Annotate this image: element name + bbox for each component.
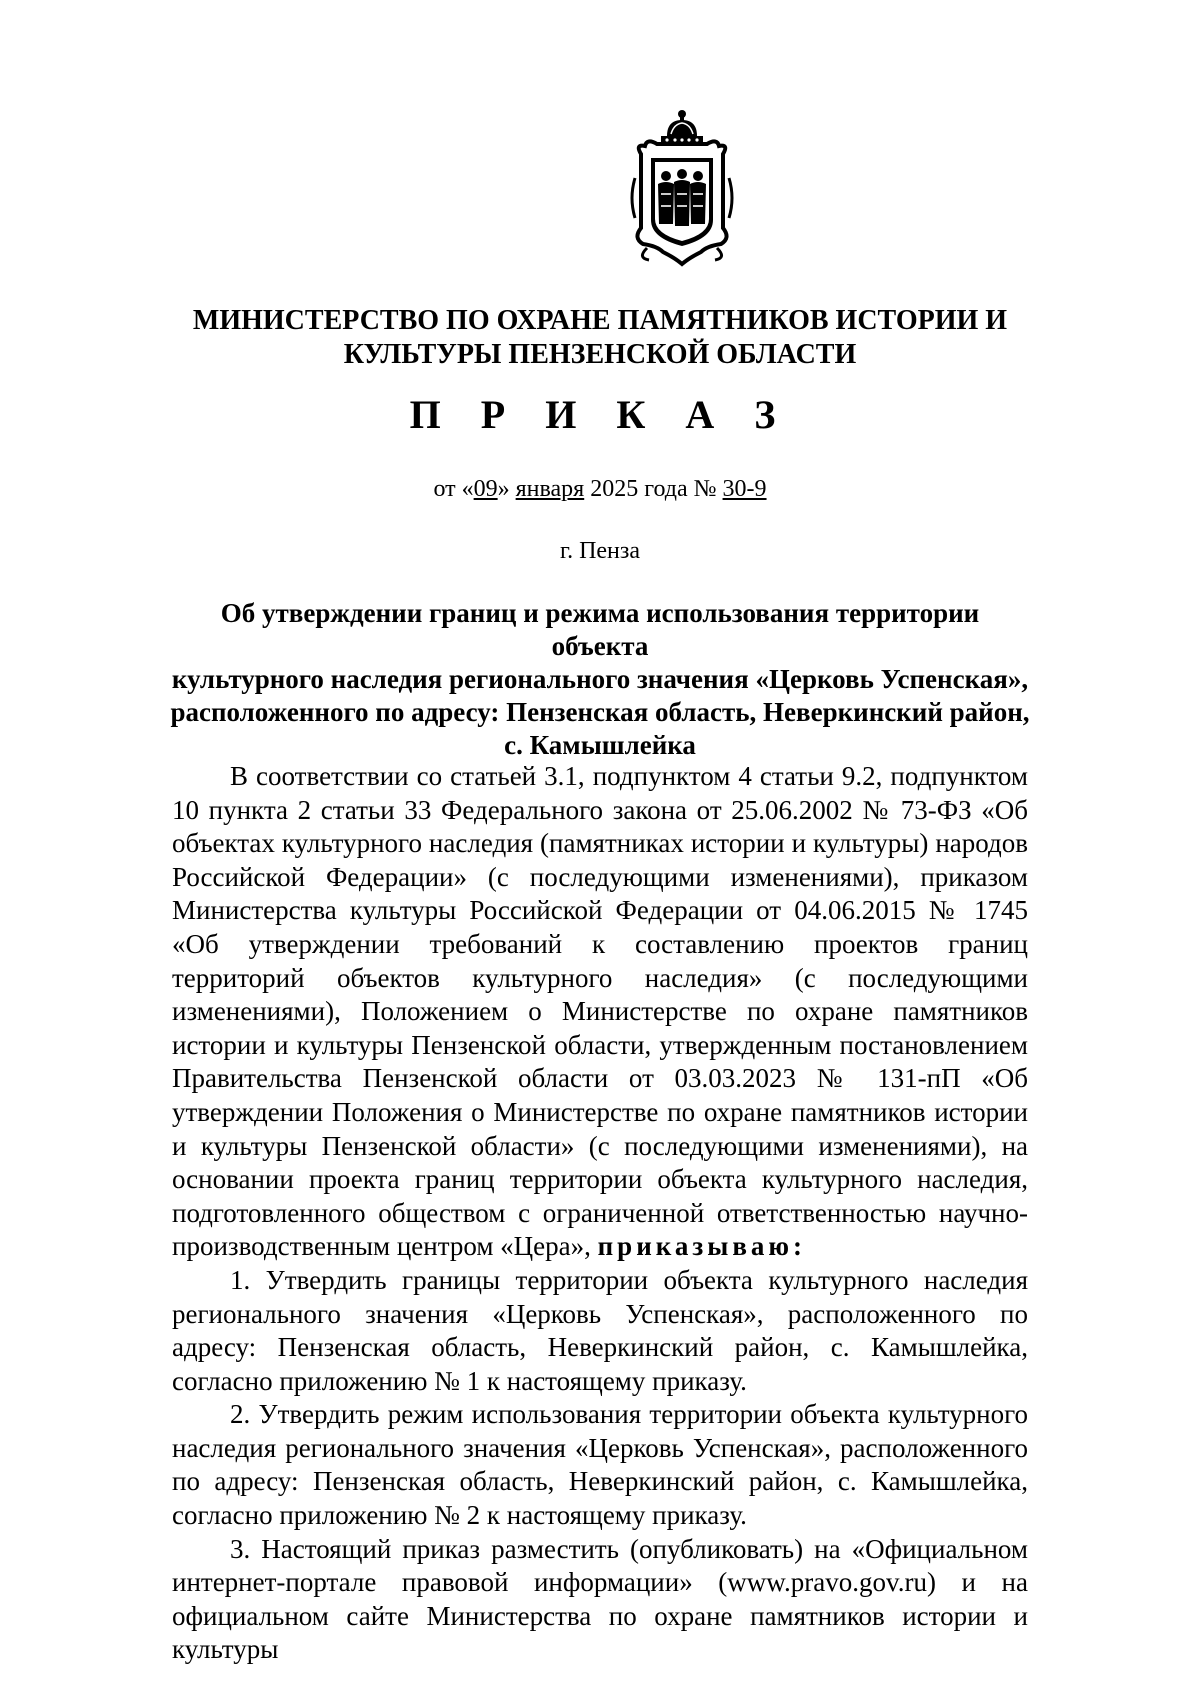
- subject-line-4: с. Камышлейка: [504, 730, 696, 760]
- order-date-number: [300, 476, 900, 503]
- preamble-paragraph: [172, 760, 1028, 1264]
- preamble-text: В соответствии со статьей 3.1, подпунктом 4 статьи 9.2, подпунктом 10 пункта 2 статьи 33 Федерального закона от 25.06.2002 № 73-ФЗ «Об объектах культурного наследия (памятниках истории и культуры) народов Российской Федерации» (с последующими изменениями), приказом Министерства культуры Российской Федерации от 04.06.2015 № 1745 «Об утверждении требований к составлению проектов границ территорий объектов культурного наследия» (с последующими изменениями), Положением о Министерстве по охране памятников истории и культуры Пензенской области, утвержденным постановлением Правительства Пензенской области от 03.03.2023 № 131-пП «Об утверждении Положения о Министерстве по охране памятников истории и культуры Пензенской области» (с последующими изменениями), на основании проекта границ территории объекта культурного наследия, подготовленного обществом с ограниченной ответственностью научно-производственным центром «Цера»,: [172, 761, 1028, 1262]
- item-2-paragraph: 2. Утвердить режим использования территории объекта культурного наследия регионального значения «Церковь Успенская», расположенного по адресу: Пензенская область, Неверкинский район, с. Камышлейка, согласно приложению № 2 к настоящему приказу.: [172, 1399, 1028, 1531]
- ministry-line-1: МИНИСТЕРСТВО ПО ОХРАНЕ ПАМЯТНИКОВ ИСТОРИИ И: [192, 305, 1008, 336]
- document-type-title: П Р И К А З: [409, 392, 791, 437]
- ministry-name: [170, 304, 1030, 372]
- city-name: г. Пенза: [559, 538, 641, 564]
- order-subject: [170, 597, 1030, 762]
- order-number: 30-9: [722, 476, 767, 502]
- subject-line-3: расположенного по адресу: Пензенская область, Неверкинский район,: [170, 697, 1030, 727]
- order-word: приказываю:: [597, 1231, 807, 1262]
- order-month: января: [515, 476, 585, 502]
- order-day: 09: [473, 476, 498, 502]
- subject-line-1: Об утверждении границ и режима использования территории объекта: [220, 598, 980, 661]
- item-3-paragraph: 3. Настоящий приказ разместить (опубликовать) на «Официальном интернет-портале правовой информации» (www.pravo.gov.ru) и на официальном сайте Министерства по охране памятников истории и культуры: [172, 1533, 1028, 1665]
- date-prefix: от «: [433, 476, 474, 502]
- date-separator-2: 2025 года №: [584, 476, 723, 502]
- ministry-line-2: КУЛЬТУРЫ ПЕНЗЕНСКОЙ ОБЛАСТИ: [343, 339, 857, 370]
- date-separator-1: »: [497, 476, 516, 502]
- subject-line-2: культурного наследия регионального значения «Церковь Успенская»,: [171, 664, 1029, 694]
- item-1-paragraph: 1. Утвердить границы территории объекта культурного наследия регионального значения «Церковь Успенская», расположенного по адресу: Пензенская область, Неверкинский район, с. Камышлейка, согласно приложению № 1 к настоящему приказу.: [172, 1264, 1028, 1396]
- coat-of-arms-icon: [627, 108, 737, 268]
- order-body: [172, 760, 1028, 1667]
